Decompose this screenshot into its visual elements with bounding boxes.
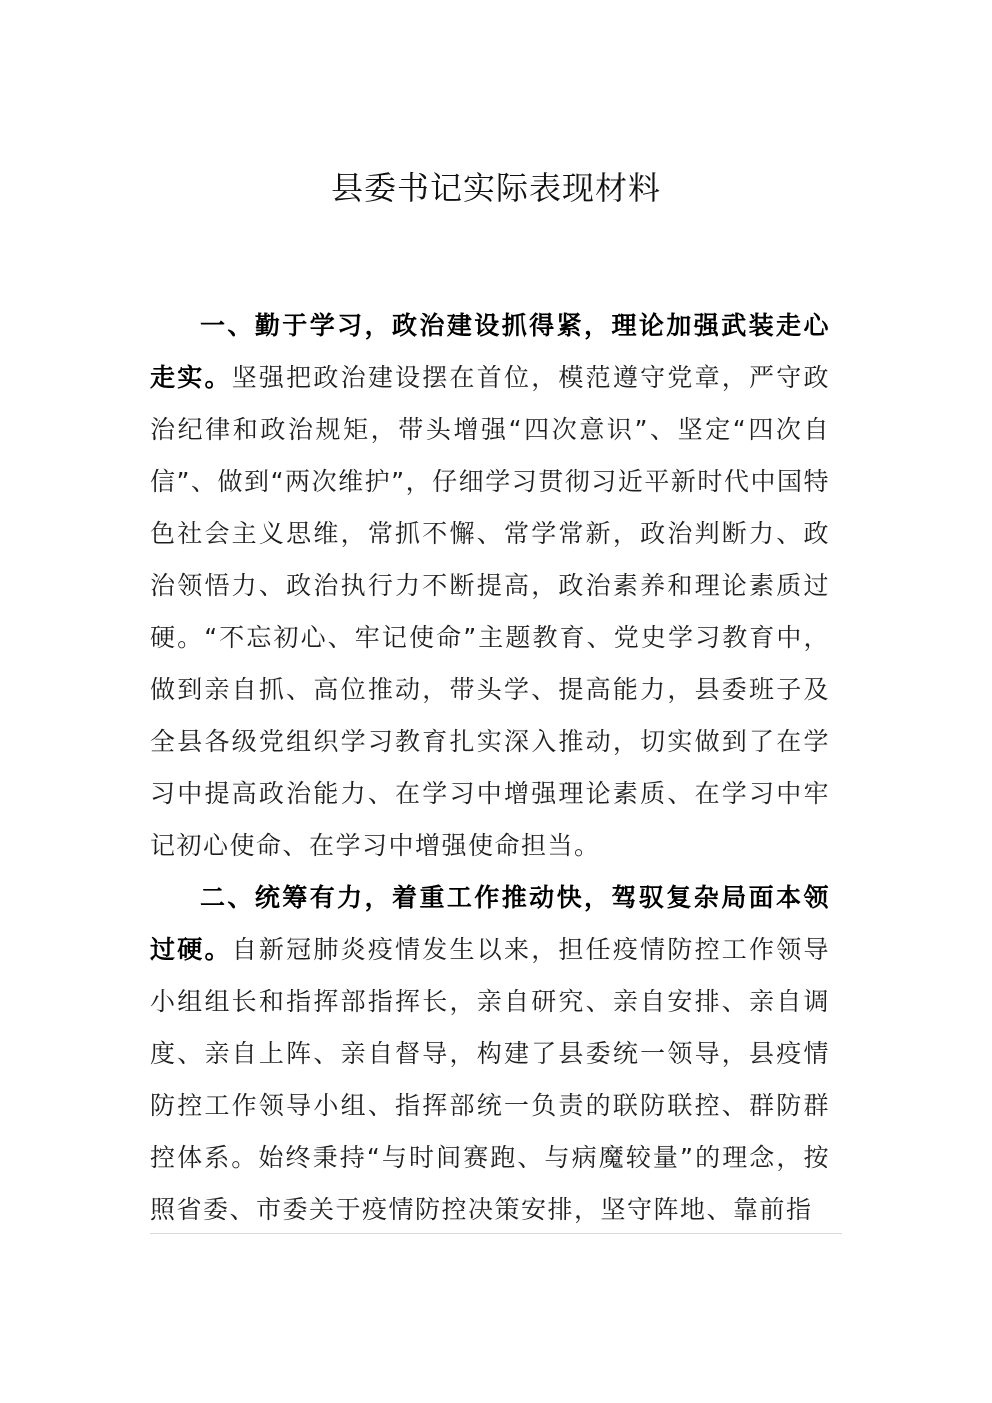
- paragraph-1: [150, 300, 830, 872]
- paragraph-2: [150, 872, 830, 1236]
- page-bottom-divider: [150, 1233, 842, 1234]
- paragraph-1-heading: 一、勤于学习，政治建设抓得紧，理论加强武装走心走实。: [150, 311, 830, 392]
- paragraph-2-text: 自新冠肺炎疫情发生以来，担任疫情防控工作领导小组组长和指挥部指挥长，亲自研究、亲自安排、亲自调度、亲自上阵、亲自督导，构建了县委统一领导，县疫情防控工作领导小组、指挥部统一负责的联防联控、群防群控体系。始终秉持“与时间赛跑、与病魔较量”的理念，按照省委、市委关于疫情防控决策安排，坚守阵地、靠前指: [150, 935, 830, 1224]
- paragraph-2-heading: 二、统筹有力，着重工作推动快，驾驭复杂局面本领过硬。: [150, 883, 830, 964]
- document-title: 县委书记实际表现材料: [330, 169, 661, 207]
- document-body: [150, 300, 830, 1236]
- paragraph-1-text: 坚强把政治建设摆在首位，模范遵守党章，严守政治纪律和政治规矩，带头增强“四次意识”、坚定“四次自信”、做到“两次维护”，仔细学习贯彻习近平新时代中国特色社会主义思维，常抓不懈、常学常新，政治判断力、政治领悟力、政治执行力不断提高，政治素养和理论素质过硬。“不忘初心、牢记使命”主题教育、党史学习教育中，做到亲自抓、高位推动，带头学、提高能力，县委班子及全县各级党组织学习教育扎实深入推动，切实做到了在学习中提高政治能力、在学习中增强理论素质、在学习中牢记初心使命、在学习中增强使命担当。: [150, 363, 830, 860]
